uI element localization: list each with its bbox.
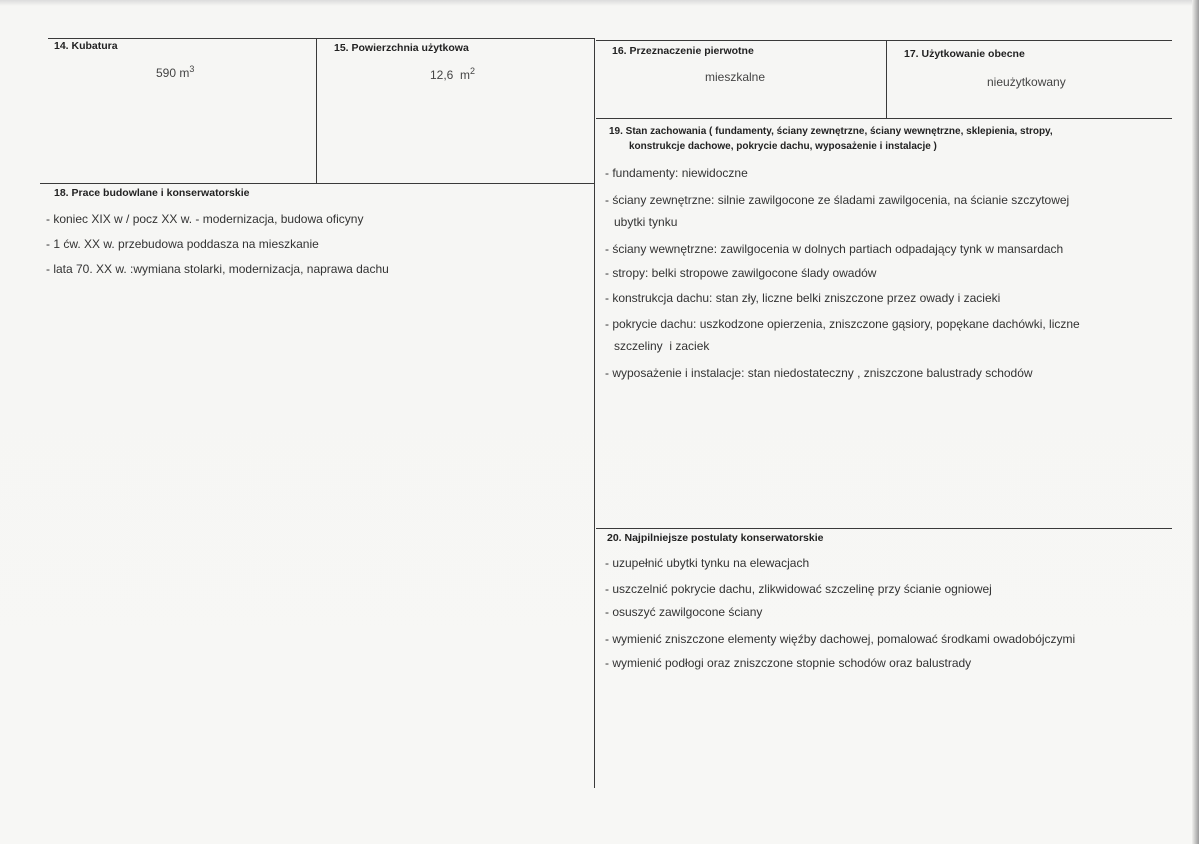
postulaty-item: - wymienić zniszczone elementy więźby dachowej, pomalować środkami owadobójczymi (605, 632, 1076, 646)
page-edge (1192, 0, 1199, 844)
postulaty-item: - uzupełnić ubytki tynku na elewacjach (605, 556, 810, 570)
stan-item: ubytki tynku (614, 215, 678, 229)
przeznaczenie-label: 16. Przeznaczenie pierwotne (612, 45, 754, 57)
stan-label-line1: 19. Stan zachowania ( fundamenty, ściany zewnętrzne, ściany wewnętrzne, sklepienia, stropy, (609, 126, 1053, 137)
stan-item: - stropy: belki stropowe zawilgocone ślady owadów (605, 266, 877, 280)
divider-16-17 (886, 40, 887, 118)
uzytkowanie-value: nieużytkowany (987, 75, 1066, 89)
top-rule-right (596, 40, 1172, 41)
postulaty-item: - osuszyć zawilgocone ściany (605, 605, 763, 619)
stan-item: szczeliny i zaciek (614, 339, 710, 353)
powierzchnia-label: 15. Powierzchnia użytkowa (334, 42, 469, 54)
prace-item: - lata 70. XX w. :wymiana stolarki, modernizacja, naprawa dachu (46, 262, 389, 276)
kubatura-value: 590 $m^3$ (156, 64, 195, 80)
postulaty-label: 20. Najpilniejsze postulaty konserwatorskie (607, 532, 824, 544)
prace-item: - koniec XIX w / pocz XX w. - modernizacja, budowa oficyny (46, 212, 364, 226)
center-divider (594, 38, 595, 788)
rule-above-19 (596, 118, 1172, 119)
uzytkowanie-label: 17. Użytkowanie obecne (904, 48, 1025, 60)
stan-item: - wyposażenie i instalacje: stan niedostateczny , zniszczone balustrady schodów (605, 366, 1033, 380)
stan-item: - ściany zewnętrzne: silnie zawilgocone ze śladami zawilgocenia, na ścianie szczytowej (605, 193, 1070, 207)
stan-item: - konstrukcja dachu: stan zły, liczne belki zniszczone przez owady i zacieki (605, 291, 1001, 305)
powierzchnia-value: 12,6 $m^2$ (430, 66, 476, 82)
stan-item: - fundamenty: niewidoczne (605, 166, 748, 180)
kubatura-label: 14. Kubatura (54, 40, 118, 52)
stan-item: - pokrycie dachu: uszkodzone opierzenia, zniszczone gąsiory, popękane dachówki, liczne (605, 317, 1080, 331)
postulaty-item: - uszczelnić pokrycie dachu, zlikwidować szczelinę przy ścianie ogniowej (605, 582, 992, 596)
stan-item: - ściany wewnętrzne: zawilgocenia w dolnych partiach odpadający tynk w mansardach (605, 242, 1064, 256)
rule-above-18 (40, 183, 594, 184)
top-rule-left (48, 38, 594, 39)
prace-label: 18. Prace budowlane i konserwatorskie (54, 187, 250, 199)
divider-14-15 (316, 38, 317, 183)
postulaty-item: - wymienić podłogi oraz zniszczone stopnie schodów oraz balustrady (605, 656, 972, 670)
prace-item: - 1 ćw. XX w. przebudowa poddasza na mieszkanie (46, 237, 319, 251)
przeznaczenie-value: mieszkalne (705, 70, 766, 84)
stan-label-line2: konstrukcje dachowe, pokrycie dachu, wyposażenie i instalacje ) (629, 141, 937, 152)
rule-above-20 (596, 528, 1172, 529)
